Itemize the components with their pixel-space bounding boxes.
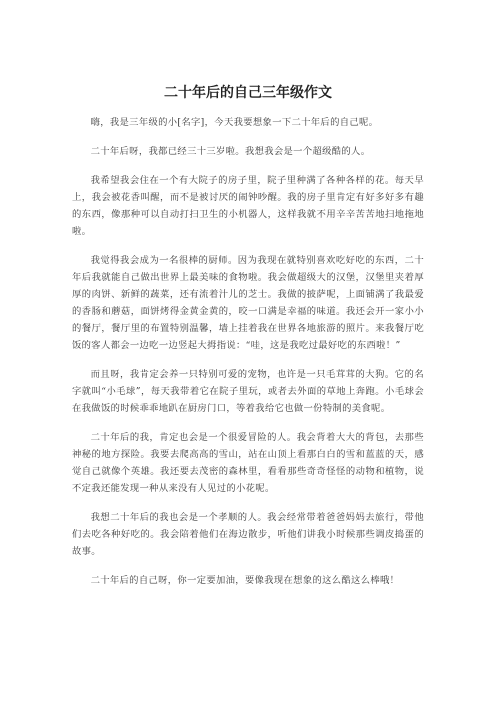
paragraph: 我想二十年后的我也会是一个孝顺的人。我会经常带着爸爸妈妈去旅行，带他们去吃各种好吃的。我会陪着他们在海边散步，听他们讲我小时候那些调皮捣蛋的故事。 [72, 512, 424, 557]
paragraph: 二十年后呀，我都已经三十三岁啦。我想我会是一个超级酷的人。 [90, 146, 371, 157]
document-title: 二十年后的自己三年级作文 [164, 85, 332, 101]
paragraph: 我觉得我会成为一名很棒的厨师。因为我现在就特别喜欢吃好吃的东西，二十年后我就能自己做出世界上最美味的食物啦。我会做超级大的汉堡，汉堡里夹着厚厚的肉饼、新鲜的蔬菜，还有流着汁儿的芝士。我做的披萨呢，上面铺满了我最爱的香肠和蘑菇，面饼烤得金黄金黄的，咬一口满是幸福的味道。我还会开一家小小的餐厅，餐厅里的布置特别温馨，墙上挂着我在世界各地旅游的照片。来我餐厅吃饭的客人都会一边吃一边竖起大拇指说：“哇，这是我吃过最好吃的东西啦！” [72, 255, 424, 351]
paragraph: 二十年后的我，肯定也会是一个很爱冒险的人。我会背着大大的背包，去那些神秘的地方探险。我要去爬高高的雪山，站在山顶上看那白白的雪和蓝蓝的天，感觉自己就像个英雄。我还要去茂密的森林里，看看那些奇奇怪怪的动物和植物，说不定我还能发现一种从来没有人见过的小花呢。 [72, 432, 424, 494]
paragraph: 我希望我会住在一个有大院子的房子里，院子里种满了各种各样的花。每天早上，我会被花香叫醒，而不是被讨厌的闹钟吵醒。我的房子里肯定有好多好多有趣的东西，像那种可以自动打扫卫生的小机器人，这样我就不用辛辛苦苦地扫地拖地啦。 [72, 175, 424, 237]
paragraph: 二十年后的自己呀，你一定要加油，要像我现在想象的这么酷这么棒哦！ [90, 575, 400, 586]
paragraph: 而且呀，我肯定会养一只特别可爱的宠物，也许是一只毛茸茸的大狗。它的名字就叫“小毛球”，每天我带着它在院子里玩，或者去外面的草地上奔跑。小毛球会在我做饭的时候乖乖地趴在厨房门口，等着我给它也做一份特制的美食呢。 [72, 369, 424, 414]
paragraph: 嗨，我是三年级的小[名字]，今天我要想象一下二十年后的自己呢。 [90, 117, 379, 128]
